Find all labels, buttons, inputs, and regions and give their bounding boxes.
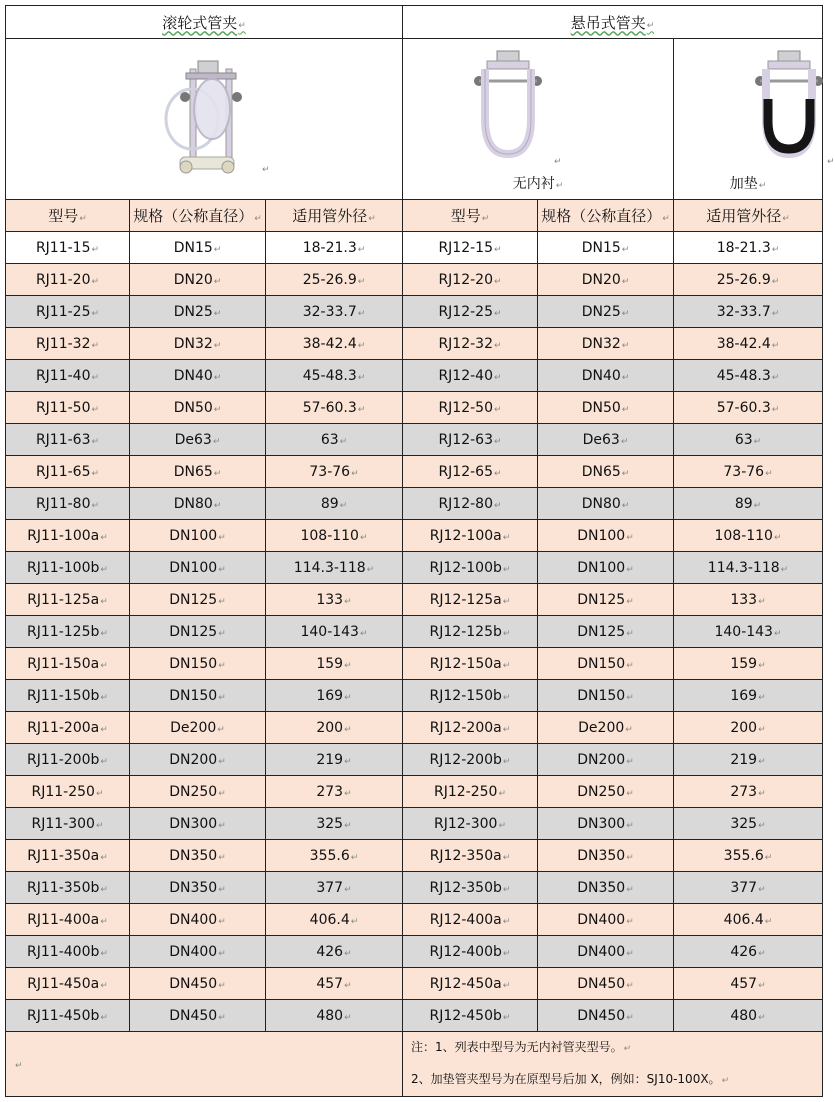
spec-cell: DN65↵ (538, 456, 674, 488)
table-row (6, 584, 823, 616)
outer-diameter-cell: 325↵ (266, 808, 403, 840)
outer-diameter-cell: 457↵ (266, 968, 403, 1000)
spec-cell: De63↵ (130, 424, 266, 456)
outer-diameter-cell: 325↵ (674, 808, 823, 840)
table-row (6, 776, 823, 808)
spec-cell: DN80↵ (538, 488, 674, 520)
return-mark: ↵ (554, 157, 562, 167)
return-mark: ↵ (262, 165, 270, 175)
table-row (6, 520, 823, 552)
spec-cell: DN20↵ (538, 264, 674, 296)
table-row (6, 936, 823, 968)
table-row (6, 968, 823, 1000)
spec-cell: DN100↵ (538, 552, 674, 584)
spec-cell: DN350↵ (130, 840, 266, 872)
spec-cell: DN450↵ (130, 968, 266, 1000)
roller-clamp-title: 滚轮式管夹↵ (6, 6, 403, 39)
outer-diameter-cell: 32-33.7↵ (266, 296, 403, 328)
outer-diameter-cell: 406.4↵ (266, 904, 403, 936)
spec-cell: DN350↵ (538, 872, 674, 904)
spec-cell: DN100↵ (538, 520, 674, 552)
outer-diameter-cell: 273↵ (266, 776, 403, 808)
model-cell: RJ12-25↵ (403, 296, 538, 328)
model-cell: RJ12-40↵ (403, 360, 538, 392)
table-row (6, 232, 823, 264)
model-cell: RJ11-80↵ (6, 488, 130, 520)
model-cell: RJ11-350b↵ (6, 872, 130, 904)
model-cell: RJ11-150b↵ (6, 680, 130, 712)
outer-diameter-cell: 159↵ (266, 648, 403, 680)
outer-diameter-cell: 355.6↵ (674, 840, 823, 872)
model-cell: RJ11-450a↵ (6, 968, 130, 1000)
table-row (6, 744, 823, 776)
table-row (6, 296, 823, 328)
outer-diameter-cell: 73-76↵ (674, 456, 823, 488)
spec-cell: DN200↵ (130, 744, 266, 776)
model-cell: RJ11-150a↵ (6, 648, 130, 680)
spec-cell: DN40↵ (538, 360, 674, 392)
outer-diameter-cell: 108-110↵ (266, 520, 403, 552)
outer-diameter-cell: 480↵ (674, 1000, 823, 1032)
outer-diameter-cell: 25-26.9↵ (674, 264, 823, 296)
pipe-clamp-spec-table (5, 5, 835, 1097)
outer-diameter-cell: 377↵ (266, 872, 403, 904)
roller-clamp-image-cell (6, 39, 403, 200)
model-cell: RJ12-400a↵ (403, 904, 538, 936)
spec-cell: DN350↵ (130, 872, 266, 904)
outer-diameter-cell: 45-48.3↵ (674, 360, 823, 392)
outer-diameter-cell: 377↵ (674, 872, 823, 904)
outer-diameter-cell: 273↵ (674, 776, 823, 808)
outer-diameter-cell: 457↵ (674, 968, 823, 1000)
spec-cell: DN125↵ (130, 616, 266, 648)
hanging-clamp-title: 悬吊式管夹↵ (403, 6, 823, 39)
model-cell: RJ12-32↵ (403, 328, 538, 360)
col-header: 规格（公称直径）↵ (538, 200, 674, 232)
outer-diameter-cell: 169↵ (266, 680, 403, 712)
outer-diameter-cell: 406.4↵ (674, 904, 823, 936)
table-row (6, 424, 823, 456)
col-header: 适用管外径↵ (674, 200, 823, 232)
spec-cell: DN300↵ (130, 808, 266, 840)
table-row (6, 808, 823, 840)
spec-cell: DN50↵ (538, 392, 674, 424)
model-cell: RJ11-63↵ (6, 424, 130, 456)
outer-diameter-cell: 89↵ (266, 488, 403, 520)
model-cell: RJ11-125a↵ (6, 584, 130, 616)
spec-cell: DN125↵ (538, 616, 674, 648)
spec-cell: DN400↵ (130, 904, 266, 936)
outer-diameter-cell: 426↵ (674, 936, 823, 968)
outer-diameter-cell: 200↵ (266, 712, 403, 744)
outer-diameter-cell: 32-33.7↵ (674, 296, 823, 328)
outer-diameter-cell: 108-110↵ (674, 520, 823, 552)
spec-cell: DN15↵ (130, 232, 266, 264)
outer-diameter-cell: 38-42.4↵ (674, 328, 823, 360)
model-cell: RJ11-100a↵ (6, 520, 130, 552)
table-row (6, 680, 823, 712)
table-row (6, 904, 823, 936)
spec-cell: DN150↵ (130, 680, 266, 712)
model-cell: RJ12-200b↵ (403, 744, 538, 776)
outer-diameter-cell: 38-42.4↵ (266, 328, 403, 360)
model-cell: RJ11-40↵ (6, 360, 130, 392)
spec-cell: DN150↵ (130, 648, 266, 680)
model-cell: RJ12-63↵ (403, 424, 538, 456)
model-cell: RJ12-350b↵ (403, 872, 538, 904)
model-cell: RJ11-250↵ (6, 776, 130, 808)
spec-cell: DN100↵ (130, 552, 266, 584)
spec-cell: De200↵ (130, 712, 266, 744)
spec-cell: DN32↵ (130, 328, 266, 360)
outer-diameter-cell: 18-21.3↵ (266, 232, 403, 264)
outer-diameter-cell: 57-60.3↵ (266, 392, 403, 424)
model-cell: RJ11-400b↵ (6, 936, 130, 968)
column-header-row (6, 200, 823, 232)
padded-caption: 加垫↵ (729, 176, 767, 192)
spec-cell: DN450↵ (538, 1000, 674, 1032)
model-cell: RJ12-100a↵ (403, 520, 538, 552)
notes-cell (403, 1032, 823, 1097)
spec-cell: DN25↵ (130, 296, 266, 328)
spec-cell: DN65↵ (130, 456, 266, 488)
spec-cell: DN250↵ (538, 776, 674, 808)
col-header: 型号↵ (403, 200, 538, 232)
model-cell: RJ12-80↵ (403, 488, 538, 520)
spec-cell: DN450↵ (130, 1000, 266, 1032)
outer-diameter-cell: 25-26.9↵ (266, 264, 403, 296)
model-cell: RJ12-450a↵ (403, 968, 538, 1000)
table-row (6, 360, 823, 392)
table-row (6, 616, 823, 648)
model-cell: RJ11-50↵ (6, 392, 130, 424)
spec-cell: DN400↵ (130, 936, 266, 968)
empty-notes-cell: ↵ (6, 1032, 403, 1097)
table-row (6, 456, 823, 488)
model-cell: RJ12-150a↵ (403, 648, 538, 680)
spec-cell: DN200↵ (538, 744, 674, 776)
model-cell: RJ11-100b↵ (6, 552, 130, 584)
table-row (6, 392, 823, 424)
model-cell: RJ11-400a↵ (6, 904, 130, 936)
table-row (6, 488, 823, 520)
model-cell: RJ11-200b↵ (6, 744, 130, 776)
table-row (6, 328, 823, 360)
table-row (6, 648, 823, 680)
model-cell: RJ11-20↵ (6, 264, 130, 296)
spec-cell: DN450↵ (538, 968, 674, 1000)
spec-cell: DN400↵ (538, 936, 674, 968)
outer-diameter-cell: 219↵ (674, 744, 823, 776)
spec-cell: DN125↵ (538, 584, 674, 616)
spec-cell: De200↵ (538, 712, 674, 744)
notes-row (6, 1032, 823, 1097)
model-cell: RJ12-200a↵ (403, 712, 538, 744)
model-cell: RJ11-200a↵ (6, 712, 130, 744)
spec-cell: DN400↵ (538, 904, 674, 936)
model-cell: RJ12-125b↵ (403, 616, 538, 648)
outer-diameter-cell: 18-21.3↵ (674, 232, 823, 264)
outer-diameter-cell: 133↵ (266, 584, 403, 616)
outer-diameter-cell: 133↵ (674, 584, 823, 616)
outer-diameter-cell: 355.6↵ (266, 840, 403, 872)
spec-cell: DN300↵ (538, 808, 674, 840)
outer-diameter-cell: 140-143↵ (674, 616, 823, 648)
spec-cell: DN150↵ (538, 680, 674, 712)
spec-cell: DN150↵ (538, 648, 674, 680)
outer-diameter-cell: 480↵ (266, 1000, 403, 1032)
model-cell: RJ12-350a↵ (403, 840, 538, 872)
table-row (6, 1000, 823, 1032)
col-header: 型号↵ (6, 200, 130, 232)
spec-cell: DN25↵ (538, 296, 674, 328)
padded-clamp-cell (674, 39, 835, 200)
spec-cell: DN125↵ (130, 584, 266, 616)
model-cell: RJ11-25↵ (6, 296, 130, 328)
outer-diameter-cell: 426↵ (266, 936, 403, 968)
outer-diameter-cell: 219↵ (266, 744, 403, 776)
model-cell: RJ12-20↵ (403, 264, 538, 296)
model-cell: RJ11-65↵ (6, 456, 130, 488)
note-1: 注：1、列表中型号为无内衬管夹型号。↵ (411, 1040, 632, 1054)
col-header: 规格（公称直径）↵ (130, 200, 266, 232)
table-row (6, 264, 823, 296)
spec-cell: DN32↵ (538, 328, 674, 360)
model-cell: RJ12-400b↵ (403, 936, 538, 968)
spec-cell: De63↵ (538, 424, 674, 456)
no-liner-clamp-image (463, 49, 553, 164)
spec-cell: DN40↵ (130, 360, 266, 392)
model-cell: RJ12-450b↵ (403, 1000, 538, 1032)
outer-diameter-cell: 73-76↵ (266, 456, 403, 488)
model-cell: RJ12-15↵ (403, 232, 538, 264)
outer-diameter-cell: 169↵ (674, 680, 823, 712)
no-liner-caption: 无内衬↵ (512, 176, 564, 192)
spec-cell: DN100↵ (130, 520, 266, 552)
model-cell: RJ12-100b↵ (403, 552, 538, 584)
outer-diameter-cell: 89↵ (674, 488, 823, 520)
outer-diameter-cell: 200↵ (674, 712, 823, 744)
table-row (6, 712, 823, 744)
table-row (6, 552, 823, 584)
model-cell: RJ12-50↵ (403, 392, 538, 424)
spec-cell: DN50↵ (130, 392, 266, 424)
spec-cell: DN350↵ (538, 840, 674, 872)
spec-cell: DN250↵ (130, 776, 266, 808)
model-cell: RJ12-65↵ (403, 456, 538, 488)
spec-cell: DN80↵ (130, 488, 266, 520)
model-cell: RJ12-250↵ (403, 776, 538, 808)
model-cell: RJ11-15↵ (6, 232, 130, 264)
model-cell: RJ11-125b↵ (6, 616, 130, 648)
outer-diameter-cell: 57-60.3↵ (674, 392, 823, 424)
padded-clamp-image (744, 49, 834, 164)
outer-diameter-cell: 159↵ (674, 648, 823, 680)
outer-diameter-cell: 114.3-118↵ (674, 552, 823, 584)
model-cell: RJ12-300↵ (403, 808, 538, 840)
table-row (6, 872, 823, 904)
outer-diameter-cell: 140-143↵ (266, 616, 403, 648)
outer-diameter-cell: 114.3-118↵ (266, 552, 403, 584)
note-2: 2、加垫管夹型号为在原型号后加 X，例如：SJ10-100X。↵ (411, 1072, 730, 1086)
model-cell: RJ12-125a↵ (403, 584, 538, 616)
model-cell: RJ11-350a↵ (6, 840, 130, 872)
model-cell: RJ11-32↵ (6, 328, 130, 360)
outer-diameter-cell: 45-48.3↵ (266, 360, 403, 392)
outer-diameter-cell: 63↵ (266, 424, 403, 456)
spec-cell: DN15↵ (538, 232, 674, 264)
model-cell: RJ12-150b↵ (403, 680, 538, 712)
col-header: 适用管外径↵ (266, 200, 403, 232)
return-mark: ↵ (827, 157, 835, 167)
model-cell: RJ11-450b↵ (6, 1000, 130, 1032)
model-cell: RJ11-300↵ (6, 808, 130, 840)
spec-cell: DN20↵ (130, 264, 266, 296)
no-liner-clamp-cell (403, 39, 674, 200)
table-row (6, 840, 823, 872)
outer-diameter-cell: 63↵ (674, 424, 823, 456)
roller-clamp-image (156, 57, 276, 197)
